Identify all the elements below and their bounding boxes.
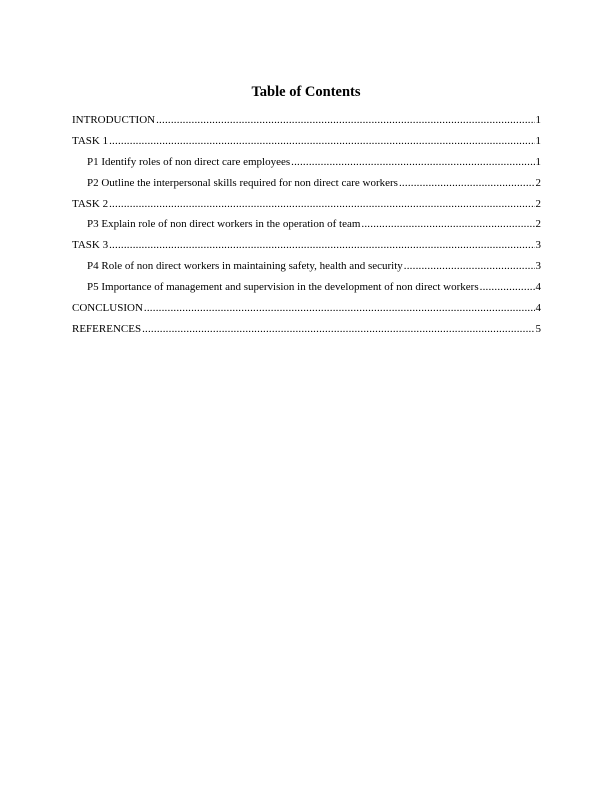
toc-entry-page-number: 4 [535, 281, 541, 294]
dot-leader [156, 114, 534, 127]
toc-entry-page-number: 1 [535, 114, 541, 126]
toc-entry-task-1[interactable] [72, 135, 541, 156]
dot-leader [109, 135, 534, 148]
toc-entry-label: INTRODUCTION [72, 114, 156, 126]
dot-leader [142, 323, 534, 336]
toc-entry-p3[interactable] [72, 218, 541, 239]
toc-entry-label: P1 Identify roles of non direct care employees [87, 155, 291, 168]
toc-entry-label: CONCLUSION [72, 302, 143, 315]
toc-entry-label: REFERENCES [72, 322, 142, 335]
dot-leader [361, 218, 534, 231]
toc-entry-page-number: 2 [535, 218, 541, 231]
toc-entry-p5[interactable] [72, 281, 541, 302]
toc-list [72, 114, 541, 344]
dot-leader [291, 156, 534, 169]
toc-entry-references[interactable] [72, 323, 541, 344]
toc-entry-introduction[interactable] [72, 114, 541, 135]
dot-leader [404, 260, 535, 273]
toc-entry-label: TASK 2 [72, 197, 109, 210]
toc-entry-label: P2 Outline the interpersonal skills required for non direct care workers [87, 176, 398, 189]
toc-entry-task-2[interactable] [72, 198, 541, 219]
toc-entry-page-number: 2 [535, 197, 541, 210]
toc-entry-label: P4 Role of non direct workers in maintaining safety, health and security [87, 260, 403, 273]
toc-entry-label: P3 Explain role of non direct workers in the operation of team [87, 218, 361, 231]
toc-entry-page-number: 1 [535, 155, 541, 168]
toc-entry-p4[interactable] [72, 260, 541, 281]
toc-entry-page-number: 1 [535, 134, 541, 147]
toc-entry-label: TASK 3 [72, 239, 109, 252]
dot-leader [399, 177, 535, 190]
toc-entry-label: TASK 1 [72, 134, 109, 147]
toc-entry-p1[interactable] [72, 156, 541, 177]
toc-entry-page-number: 4 [535, 302, 541, 315]
dot-leader [144, 302, 535, 315]
toc-entry-task-3[interactable] [72, 239, 541, 260]
toc-entry-conclusion[interactable] [72, 302, 541, 323]
dot-leader [480, 281, 535, 294]
dot-leader [109, 198, 534, 211]
toc-entry-page-number: 3 [535, 260, 541, 273]
toc-entry-page-number: 5 [535, 322, 541, 335]
dot-leader [109, 239, 534, 252]
toc-entry-p2[interactable] [72, 177, 541, 198]
toc-entry-label: P5 Importance of management and supervision in the development of non direct workers [87, 281, 479, 294]
toc-title: Table of Contents [251, 84, 361, 100]
toc-entry-page-number: 2 [535, 176, 541, 189]
toc-entry-page-number: 3 [535, 239, 541, 252]
